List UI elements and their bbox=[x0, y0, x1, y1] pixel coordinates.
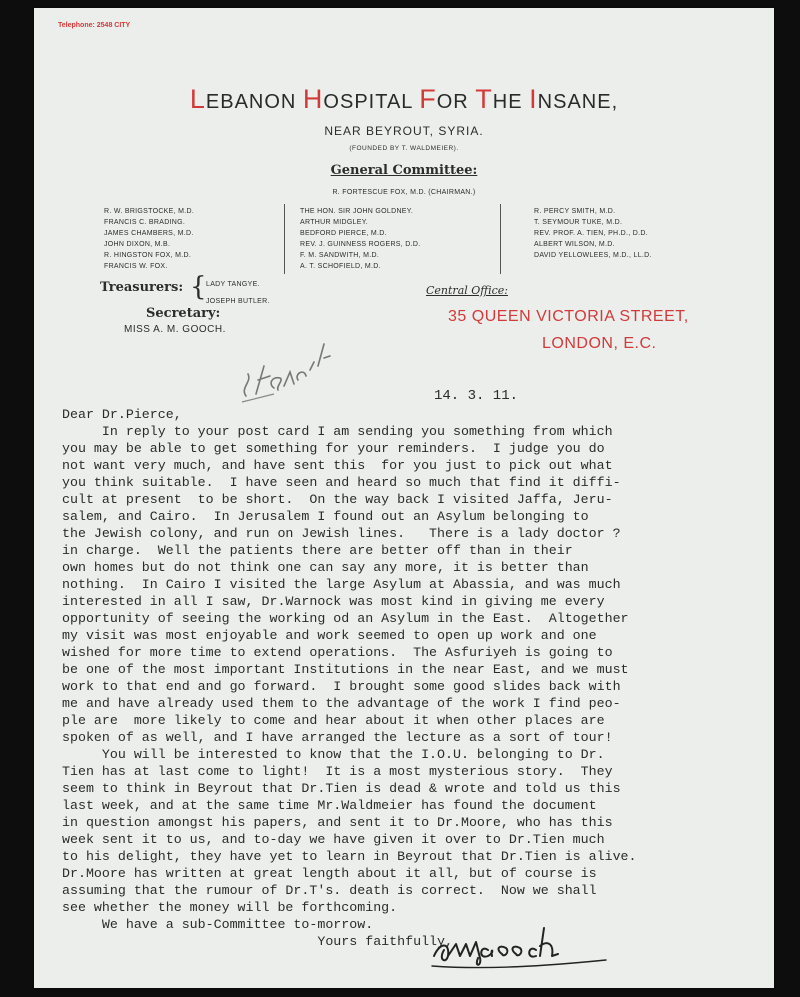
salutation: Dear Dr.Pierce, bbox=[62, 407, 182, 422]
title-word: OSPITAL bbox=[323, 91, 420, 113]
committee-column-1 bbox=[104, 206, 194, 272]
title-initial: H bbox=[302, 84, 324, 114]
letter-line: in charge. Well the patients there are better off than in their bbox=[62, 543, 573, 558]
title-word: HE bbox=[492, 91, 530, 113]
handwritten-annotation bbox=[234, 336, 334, 406]
letter-line: my visit was most enjoyable and work seemed to open up work and one bbox=[62, 628, 597, 643]
telephone-number: Telephone: 2548 CITY bbox=[58, 22, 131, 29]
letter-line: spoken of as well, and I have arranged the lecture as a sort of tour! bbox=[62, 730, 613, 745]
letter-line: nothing. In Cairo I visited the large Asylum at Abassia, and was much bbox=[62, 577, 621, 592]
letter-line: see whether the money will be forthcoming. bbox=[62, 900, 398, 915]
letter-line: not want very much, and have sent this for you just to pick out what bbox=[62, 458, 613, 473]
letter-body bbox=[62, 406, 774, 950]
committee-member: FRANCIS W. FOX. bbox=[104, 263, 168, 270]
secretary-name: MISS A. M. GOOCH. bbox=[124, 324, 226, 335]
column-divider bbox=[500, 204, 501, 274]
treasurer-name: LADY TANGYE. bbox=[206, 281, 260, 288]
committee-member: R. PERCY SMITH, M.D. bbox=[534, 208, 616, 215]
letter-line: In reply to your post card I am sending you something from which bbox=[62, 424, 613, 439]
treasurers-list bbox=[206, 276, 270, 310]
founded-note: (FOUNDED BY T. WALDMEIER). bbox=[349, 145, 459, 152]
letter-line: Yours faithfully, bbox=[62, 934, 453, 949]
letter-line: be one of the most important Institutions in the near East, and we must bbox=[62, 662, 629, 677]
letter-line: the Jewish colony, and run on Jewish lines. There is a lady doctor ? bbox=[62, 526, 621, 541]
committee-chairman: R. FORTESCUE FOX, M.D. (CHAIRMAN.) bbox=[332, 189, 476, 196]
committee-member: BEDFORD PIERCE, M.D. bbox=[300, 230, 387, 237]
letter-line: You will be interested to know that the I.O.U. belonging to Dr. bbox=[62, 747, 605, 762]
committee-member: A. T. SCHOFIELD, M.D. bbox=[300, 263, 381, 270]
committee-member: F. M. SANDWITH, M.D. bbox=[300, 252, 380, 259]
committee-member: JOHN DIXON, M.B. bbox=[104, 241, 171, 248]
central-office-label: Central Office: bbox=[426, 284, 508, 297]
letter-line: week sent it to us, and to-day we have given it over to Dr.Tien much bbox=[62, 832, 605, 847]
hospital-location: NEAR BEYROUT, SYRIA. bbox=[324, 124, 484, 138]
title-initial: T bbox=[475, 84, 493, 114]
committee-member: JAMES CHAMBERS, M.D. bbox=[104, 230, 194, 237]
letter-line: last week, and at the same time Mr.Waldmeier has found the document bbox=[62, 798, 597, 813]
committee-heading: General Committee: bbox=[330, 163, 478, 178]
title-initial: L bbox=[189, 84, 206, 114]
hospital-title bbox=[34, 84, 774, 115]
committee-column-2 bbox=[300, 206, 420, 272]
address-city: LONDON, E.C. bbox=[542, 335, 657, 352]
committee-member: R. HINGSTON FOX, M.D. bbox=[104, 252, 192, 259]
title-word: EBANON bbox=[205, 91, 303, 113]
column-divider bbox=[284, 204, 285, 274]
title-initial: F bbox=[419, 84, 437, 114]
letter-line: to his delight, they have yet to learn in Beyrout that Dr.Tien is alive. bbox=[62, 849, 637, 864]
brace-icon: { bbox=[190, 272, 207, 302]
committee-member: REV. PROF. A. TIEN, PH.D., D.D. bbox=[534, 230, 648, 237]
letter-line: you think suitable. I have seen and heard so much that find it diffi- bbox=[62, 475, 621, 490]
treasurer-name: JOSEPH BUTLER. bbox=[206, 298, 270, 305]
committee-member: T. SEYMOUR TUKE, M.D. bbox=[534, 219, 623, 226]
letter-line: seem to think in Beyrout that Dr.Tien is dead & wrote and told us this bbox=[62, 781, 621, 796]
committee-member: R. W. BRIGSTOCKE, M.D. bbox=[104, 208, 195, 215]
committee-member: DAVID YELLOWLEES, M.D., LL.D. bbox=[534, 252, 652, 259]
letter-line: Dr.Moore has written at great length about it all, but of course is bbox=[62, 866, 597, 881]
letter-date: 14. 3. 11. bbox=[434, 388, 519, 404]
committee-member: FRANCIS C. BRADING. bbox=[104, 219, 186, 226]
letter-line: We have a sub-Committee to-morrow. bbox=[62, 917, 374, 932]
committee-member: REV. J. GUINNESS ROGERS, D.D. bbox=[300, 241, 421, 248]
committee-member: ARTHUR MIDGLEY. bbox=[300, 219, 369, 226]
committee-member: ALBERT WILSON, M.D. bbox=[534, 241, 615, 248]
signature bbox=[426, 914, 626, 974]
letter-line: you may be able to get something for your reminders. I judge you do bbox=[62, 441, 605, 456]
letter-line: salem, and Cairo. In Jerusalem I found out an Asylum belonging to bbox=[62, 509, 589, 524]
letter-line: Tien has at last come to light! It is a most mysterious story. They bbox=[62, 764, 613, 779]
title-word: OR bbox=[436, 91, 476, 113]
address-street: 35 QUEEN VICTORIA STREET, bbox=[448, 308, 689, 325]
committee-column-3 bbox=[534, 206, 652, 261]
letter-line: opportunity of seeing the working od an Asylum in the East. Altogether bbox=[62, 611, 629, 626]
secretary-label: Secretary: bbox=[146, 306, 221, 321]
letter-line: cult at present to be short. On the way back I visited Jaffa, Jeru- bbox=[62, 492, 613, 507]
letter-line: in question amongst his papers, and sent it to Dr.Moore, who has this bbox=[62, 815, 613, 830]
letter-line: interested in all I saw, Dr.Warnock was most kind in giving me every bbox=[62, 594, 605, 609]
letter-line: work to that end and go forward. I brought some good slides back with bbox=[62, 679, 621, 694]
letter-page bbox=[34, 8, 774, 988]
letter-line: assuming that the rumour of Dr.T's. death is correct. Now we shall bbox=[62, 883, 597, 898]
title-initial: I bbox=[529, 84, 538, 114]
committee-member: THE HON. SIR JOHN GOLDNEY. bbox=[300, 208, 414, 215]
letter-line: wished for more time to extend operations. The Asfuriyeh is going to bbox=[62, 645, 613, 660]
letter-line: ple are more likely to come and hear about it when other places are bbox=[62, 713, 605, 728]
letter-line: me and have already used them to the advantage of the work I find peo- bbox=[62, 696, 621, 711]
title-word: NSANE, bbox=[537, 91, 619, 113]
letter-text bbox=[62, 423, 774, 950]
treasurers-label: Treasurers: bbox=[100, 280, 184, 295]
letter-line: own homes but do not think one can say any more, it is better than bbox=[62, 560, 589, 575]
